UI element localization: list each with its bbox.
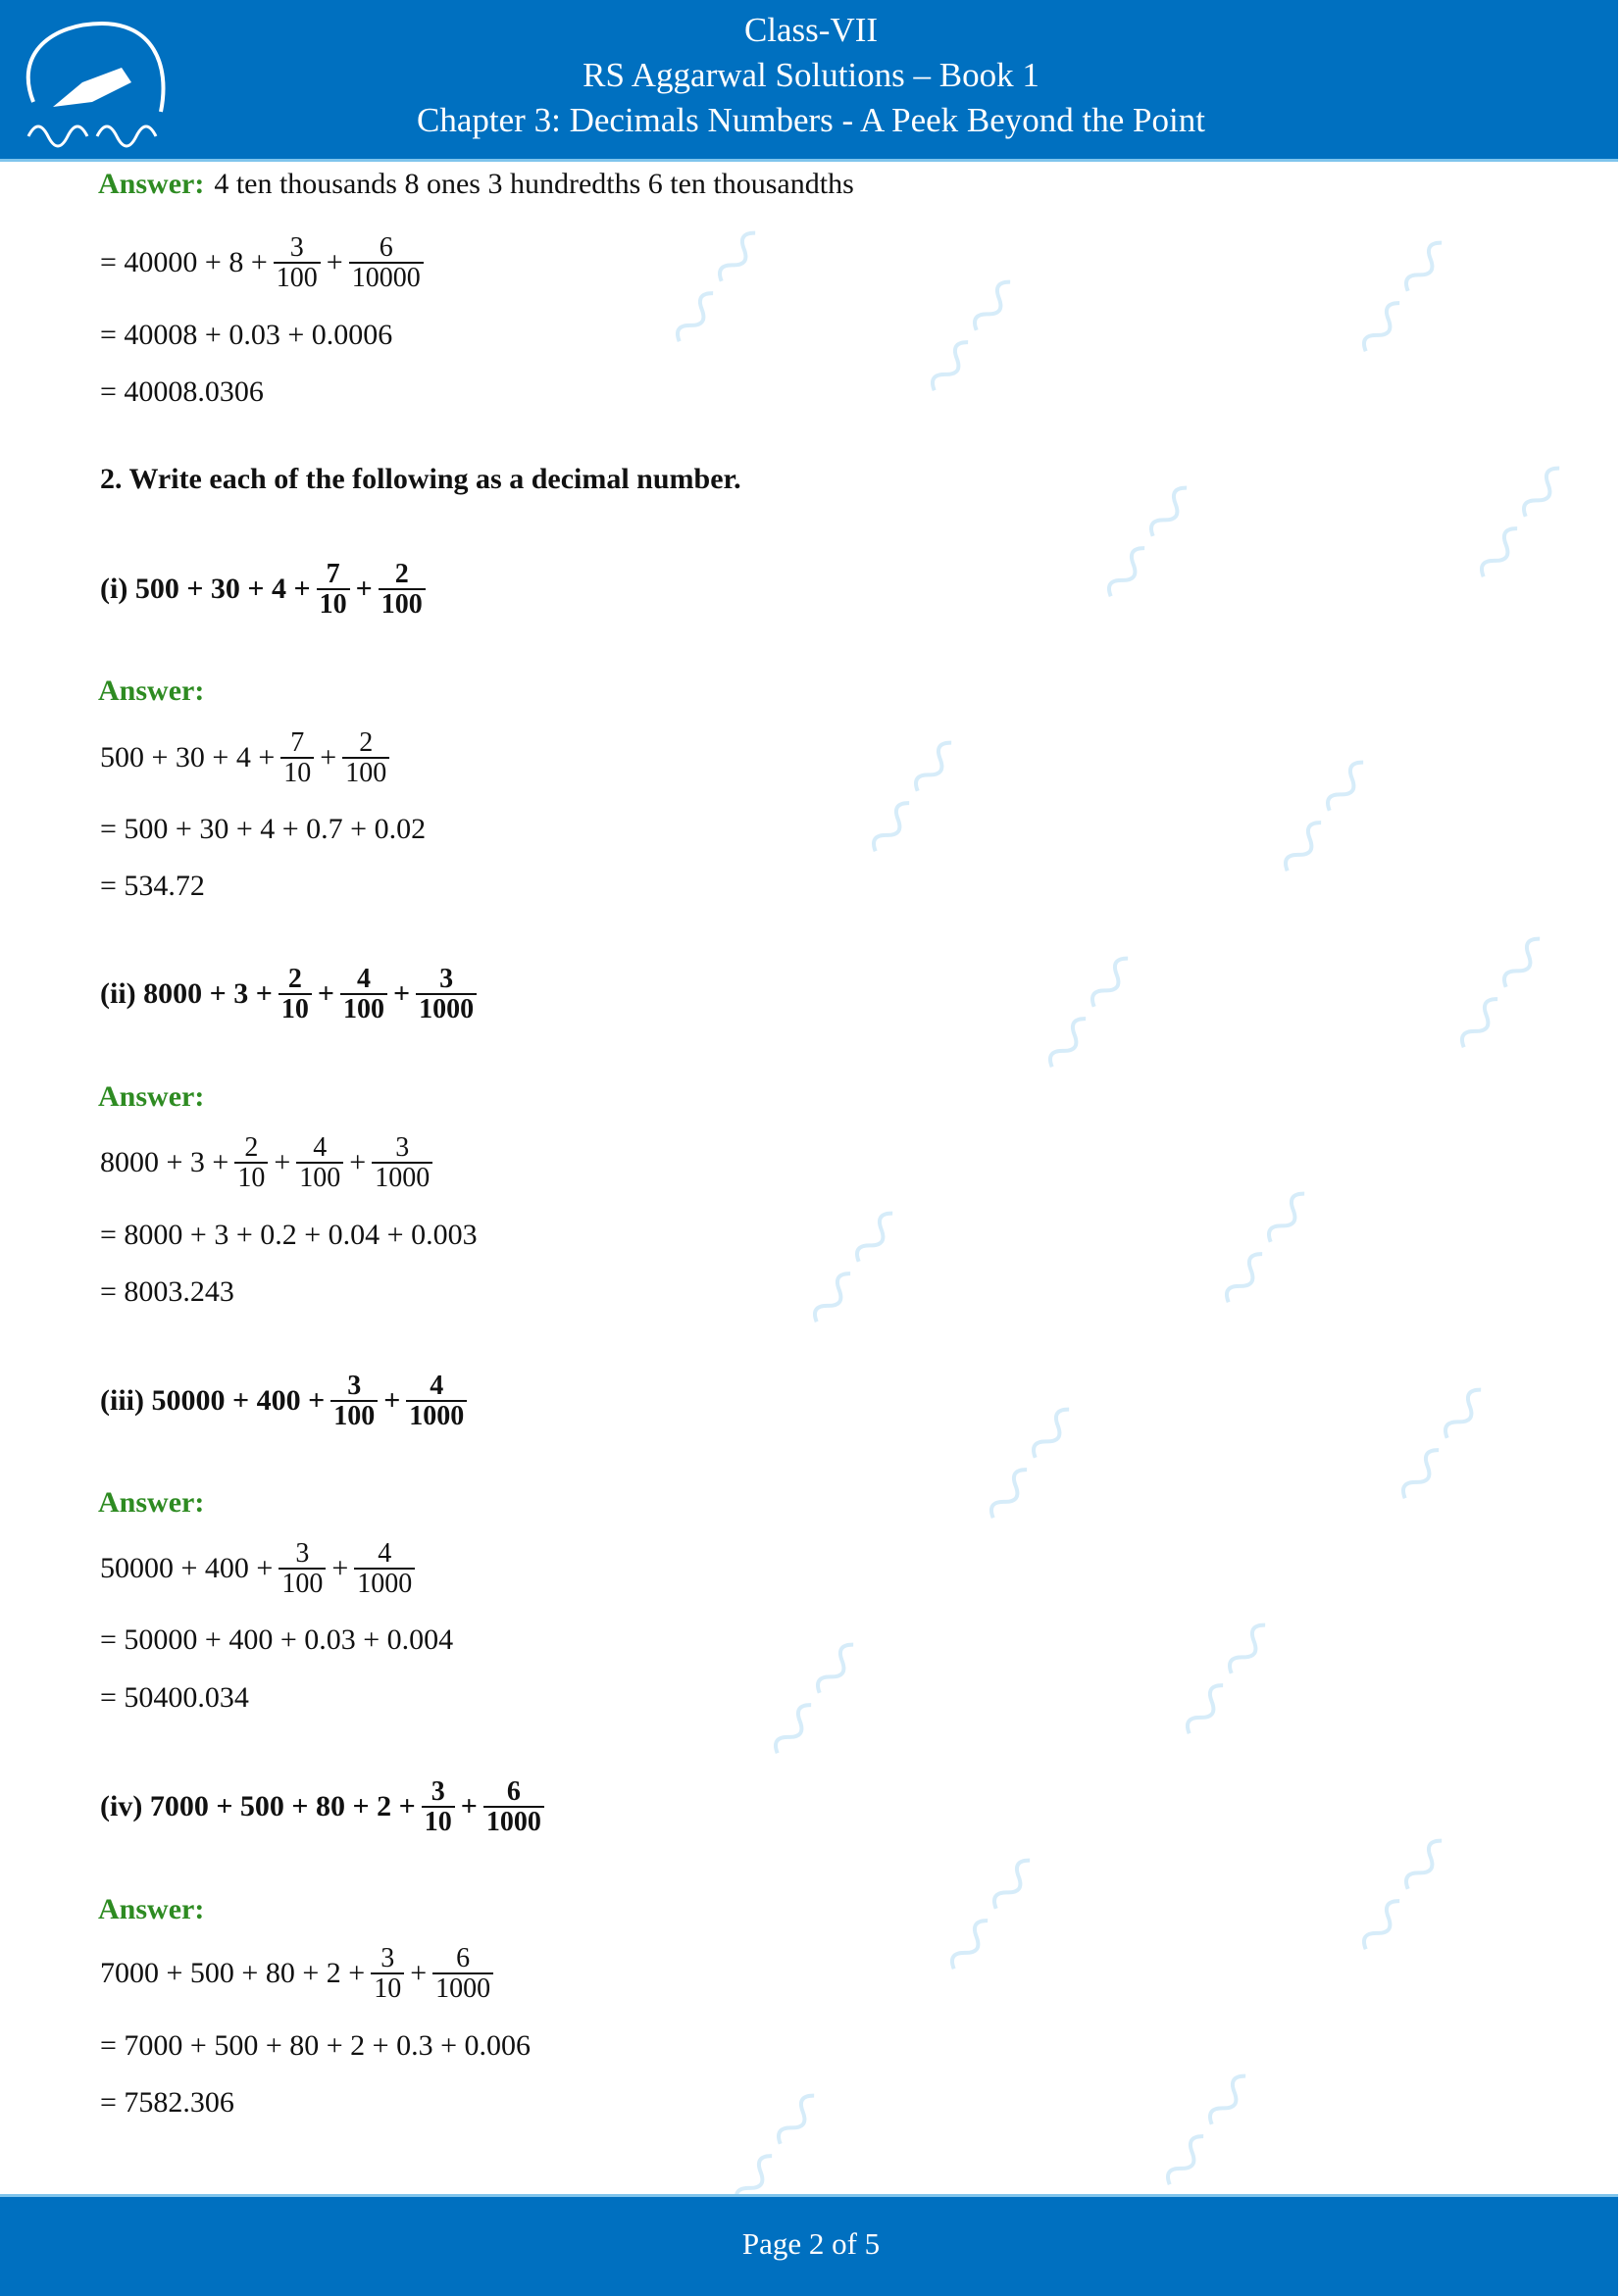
watermark-mark: [1375, 1369, 1507, 1522]
watermark-mark: [1434, 918, 1566, 1072]
numerator: 3: [431, 1775, 445, 1807]
numerator: 4: [356, 963, 371, 994]
header-class: Class-VII: [743, 11, 879, 49]
denominator: 10: [279, 993, 312, 1023]
denominator: 1000: [372, 1162, 432, 1192]
math-line: [98, 306, 394, 365]
denominator: 100: [330, 1400, 378, 1430]
numerator: 4: [313, 1131, 328, 1163]
expression-text: = 8003.243: [100, 1275, 234, 1308]
watermark-mark: [786, 1192, 919, 1346]
math-line: [98, 1539, 419, 1598]
watermark-mark: [845, 722, 978, 875]
fraction: [342, 728, 389, 788]
math-line: [98, 1263, 236, 1322]
fraction: [379, 560, 426, 620]
watermark-mark: [649, 212, 782, 366]
denominator: 10: [422, 1806, 455, 1836]
fraction: [406, 1372, 467, 1431]
math-line: [98, 1880, 212, 1939]
numerator: 3: [295, 1537, 310, 1569]
expression-text: +: [317, 977, 334, 1010]
expression-text: +: [355, 573, 373, 605]
fraction: [349, 233, 424, 293]
page-footer: [0, 2194, 1618, 2296]
question-line: [98, 1372, 471, 1430]
numerator: 3: [289, 231, 304, 263]
expression-text: (ii) 8000 + 3 +: [100, 977, 273, 1010]
expression-text: 8000 + 3 +: [100, 1146, 229, 1178]
fraction: [279, 1539, 326, 1599]
expression-text: 50000 + 400 +: [100, 1552, 274, 1584]
expression-text: = 50000 + 400 + 0.03 + 0.004: [100, 1623, 454, 1656]
denominator: 100: [340, 993, 387, 1023]
expression-text: = 40008 + 0.03 + 0.0006: [100, 319, 393, 351]
denominator: 10: [371, 1972, 404, 2003]
numerator: 2: [287, 963, 302, 994]
expression-text: (iv) 7000 + 500 + 80 + 2 +: [100, 1790, 416, 1822]
answer-label: Answer:: [98, 1893, 205, 1925]
header-chapter: Chapter 3: Decimals Numbers - A Peek Beyond the Point: [417, 101, 1205, 139]
fraction: [330, 1372, 378, 1431]
numerator: 7: [290, 726, 305, 758]
watermark-mark: [1159, 1604, 1292, 1758]
page-header: [0, 0, 1618, 162]
denominator: 1000: [354, 1568, 415, 1598]
watermark-mark: [904, 261, 1037, 415]
expression-text: +: [349, 1146, 367, 1178]
watermark-mark: [1336, 1820, 1468, 1973]
fraction: [274, 233, 321, 293]
watermark-mark: [1198, 1173, 1331, 1326]
numerator: 4: [378, 1537, 392, 1569]
expression-text: +: [392, 977, 411, 1010]
denominator: 100: [379, 588, 426, 619]
math-line: [98, 1133, 436, 1192]
fraction: [416, 965, 477, 1024]
numerator: 6: [506, 1775, 521, 1807]
denominator: 10: [317, 588, 350, 619]
expression-text: = 7582.306: [100, 2086, 234, 2119]
fraction: [279, 965, 312, 1024]
numerator: 7: [326, 558, 340, 589]
watermark-mark: [1257, 741, 1390, 895]
expression-text: = 8000 + 3 + 0.2 + 0.04 + 0.003: [100, 1219, 478, 1251]
answer-label: Answer:: [98, 1080, 205, 1113]
watermark-mark: [1022, 937, 1154, 1091]
denominator: 100: [274, 262, 321, 292]
math-line: [98, 363, 266, 422]
numerator: 6: [379, 231, 393, 263]
fraction: [317, 560, 350, 620]
watermark-mark: [747, 1623, 880, 1777]
expression-text: 2. Write each of the following as a decimal number.: [100, 463, 741, 495]
expression-text: (iii) 50000 + 400 +: [100, 1384, 326, 1417]
denominator: 10000: [349, 262, 424, 292]
fraction: [354, 1539, 415, 1599]
denominator: 1000: [406, 1400, 467, 1430]
numerator: 2: [244, 1131, 259, 1163]
expression-text: 500 + 30 + 4 +: [100, 741, 276, 774]
numerator: 6: [456, 1942, 471, 1973]
expression-text: = 40008.0306: [100, 375, 264, 408]
math-line: [98, 2073, 236, 2132]
expression-text: = 40000 + 8 +: [100, 246, 268, 278]
page-number: Page 2 of 5: [741, 2226, 881, 2261]
math-line: [98, 1473, 212, 1532]
watermark-mark: [1453, 447, 1586, 601]
math-line: [98, 800, 428, 859]
expression-text: +: [331, 1552, 349, 1584]
denominator: 10: [234, 1162, 268, 1192]
math-line: [98, 857, 207, 916]
math-line: [98, 1206, 480, 1265]
numerator: 2: [394, 558, 409, 589]
answer-label: Answer:: [98, 1486, 205, 1519]
denominator: 1000: [432, 1972, 493, 2003]
watermark-mark: [1081, 467, 1213, 621]
math-line: [98, 155, 856, 214]
question-line: [98, 965, 481, 1023]
math-line: [98, 728, 393, 787]
math-line: [98, 1669, 251, 1727]
expression-text: +: [320, 741, 337, 774]
watermark-mark: [963, 1388, 1095, 1542]
fraction: [372, 1133, 432, 1193]
expression-text: +: [460, 1790, 478, 1822]
denominator: 100: [342, 757, 389, 787]
expression-text: = 534.72: [100, 870, 205, 902]
fraction: [280, 728, 314, 788]
expression-text: +: [326, 246, 343, 278]
expression-text: +: [383, 1384, 401, 1417]
math-line: [98, 1611, 455, 1670]
expression-text: +: [274, 1146, 291, 1178]
watermark-mark: [924, 1839, 1056, 1993]
denominator: 100: [279, 1568, 326, 1598]
watermark-mark: [1140, 2055, 1272, 2209]
fraction: [371, 1944, 404, 2004]
math-line: [98, 1944, 497, 2003]
answer-label: Answer:: [98, 168, 205, 200]
fraction: [432, 1944, 493, 2004]
denominator: 100: [296, 1162, 343, 1192]
expression-text: = 500 + 30 + 4 + 0.7 + 0.02: [100, 813, 427, 845]
expression-text: 4 ten thousands 8 ones 3 hundredths 6 ten thousandths: [214, 168, 854, 200]
math-line: [98, 1068, 212, 1126]
fraction: [422, 1777, 455, 1837]
math-line: [98, 2017, 532, 2075]
question-line: [98, 450, 743, 509]
header-book: RS Aggarwal Solutions – Book 1: [583, 56, 1039, 94]
fraction: [340, 965, 387, 1024]
numerator: 4: [430, 1370, 444, 1401]
denominator: 1000: [483, 1806, 544, 1836]
numerator: 3: [395, 1131, 410, 1163]
question-line: [98, 560, 430, 619]
numerator: 3: [380, 1942, 395, 1973]
numerator: 3: [347, 1370, 362, 1401]
denominator: 1000: [416, 993, 477, 1023]
numerator: 3: [439, 963, 454, 994]
math-line: [98, 233, 428, 292]
expression-text: = 50400.034: [100, 1681, 249, 1714]
expression-text: (i) 500 + 30 + 4 +: [100, 573, 311, 605]
expression-text: +: [410, 1957, 428, 1989]
numerator: 2: [359, 726, 374, 758]
math-line: [98, 662, 212, 721]
answer-label: Answer:: [98, 674, 205, 707]
expression-text: 7000 + 500 + 80 + 2 +: [100, 1957, 366, 1989]
fraction: [234, 1133, 268, 1193]
expression-text: = 7000 + 500 + 80 + 2 + 0.3 + 0.006: [100, 2029, 532, 2062]
study-path-logo: [14, 14, 239, 151]
watermark-mark: [1336, 222, 1468, 375]
fraction: [296, 1133, 343, 1193]
denominator: 10: [280, 757, 314, 787]
fraction: [483, 1777, 544, 1837]
question-line: [98, 1777, 548, 1836]
